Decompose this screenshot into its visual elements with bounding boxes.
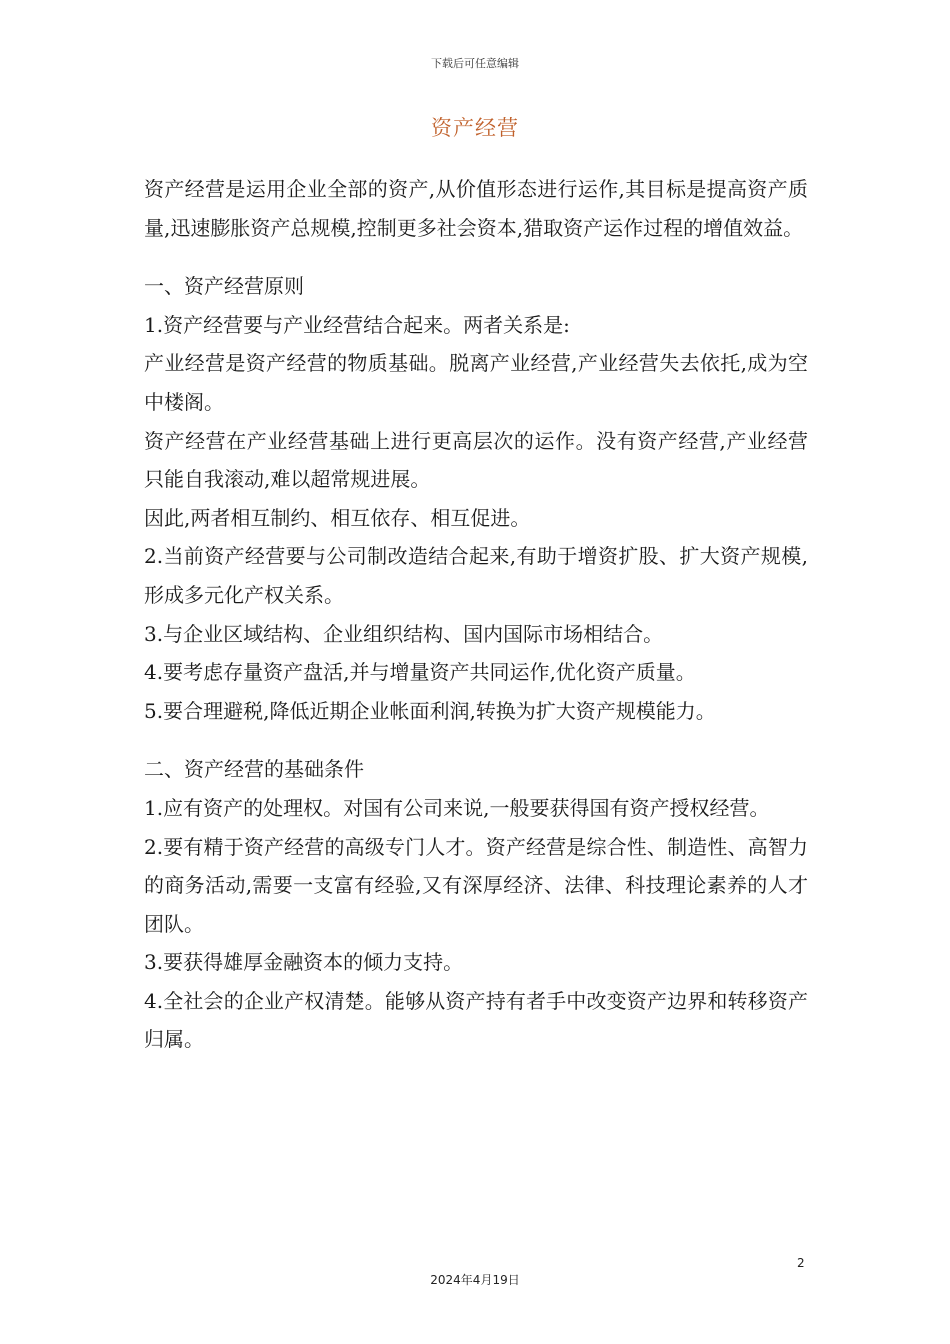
paragraph-gap (144, 730, 808, 750)
section1-item: 3.与企业区域结构、企业组织结构、国内国际市场相结合。 (144, 621, 664, 646)
section1-item: 资产经营在产业经营基础上进行更高层次的运作。没有资产经营,产业经营只能自我滚动,难以超常规进展。 (144, 428, 808, 492)
section1-item: 1.资产经营要与产业经营结合起来。两者关系是: (144, 312, 570, 337)
section1-heading: 一、资产经营原则 (144, 274, 304, 299)
section2-item: 2.要有精于资产经营的高级专门人才。资产经营是综合性、制造性、高智力的商务活动,需要一支富有经验,又有深厚经济、法律、科技理论素养的人才团队。 (144, 834, 808, 936)
intro-paragraph: 资产经营是运用企业全部的资产,从价值形态进行运作,其目标是提高资产质量,迅速膨胀资产总规模,控制更多社会资本,猎取资产运作过程的增值效益。 (144, 177, 808, 240)
section1-item: 因此,两者相互制约、相互依存、相互促进。 (144, 505, 531, 530)
page-number: 2 (797, 1256, 805, 1270)
section1-item: 产业经营是资产经营的物质基础。脱离产业经营,产业经营失去依托,成为空中楼阁。 (144, 351, 808, 414)
section1-item: 4.要考虑存量资产盘活,并与增量资产共同运作,优化资产质量。 (144, 660, 696, 685)
footer-date: 2024年4月19日 (430, 1273, 520, 1287)
section2-item: 1.应有资产的处理权。对国有公司来说,一般要获得国有资产授权经营。 (144, 795, 770, 820)
section1-item: 5.要合理避税,降低近期企业帐面利润,转换为扩大资产规模能力。 (144, 698, 716, 723)
section1-item: 2.当前资产经营要与公司制改造结合起来,有助于增资扩股、扩大资产规模,形成多元化产权关系。 (144, 544, 808, 607)
section2-heading: 二、资产经营的基础条件 (144, 757, 364, 782)
document-title: 资产经营 (431, 116, 519, 140)
document-body (144, 170, 808, 1059)
section2-item: 3.要获得雄厚金融资本的倾力支持。 (144, 950, 464, 975)
section2-item: 4.全社会的企业产权清楚。能够从资产持有者手中改变资产边界和转移资产归属。 (144, 988, 808, 1052)
paragraph-gap (144, 247, 808, 267)
header-note: 下载后可任意编辑 (431, 57, 519, 70)
